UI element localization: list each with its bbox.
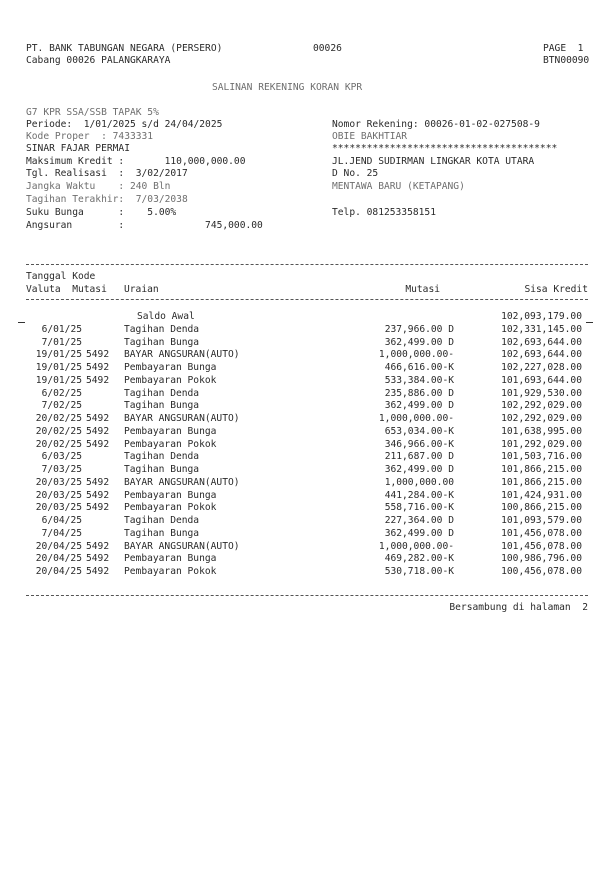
cell-description: Pembayaran Bunga xyxy=(124,489,217,501)
cell-date: 20/03/25 xyxy=(35,476,82,488)
cell-amount: 533,384.00-K xyxy=(384,374,454,386)
cell-code: 5492 xyxy=(86,476,110,488)
table-row xyxy=(0,349,596,362)
table-row xyxy=(0,515,596,528)
cell-amount: 441,284.00-K xyxy=(384,489,454,501)
cell-balance: 101,693,644.00 xyxy=(501,374,582,386)
cell-code: 5492 xyxy=(86,540,110,552)
cell-balance: 101,292,029.00 xyxy=(501,438,582,450)
phone-number: Telp. 081253358151 xyxy=(332,207,436,218)
cell-date: 19/01/25 xyxy=(35,362,82,373)
cell-date: 20/04/25 xyxy=(35,566,82,577)
cell-description: BAYAR ANGSURAN(AUTO) xyxy=(124,540,240,552)
cell-code: 5492 xyxy=(86,502,110,514)
address-line-2: D No. 25 xyxy=(332,168,379,179)
cell-code: 5492 xyxy=(86,553,110,565)
table-row xyxy=(0,413,596,426)
cell-description: BAYAR ANGSURAN(AUTO) xyxy=(124,413,240,424)
cell-amount: 211,687.00 D xyxy=(384,451,454,463)
cell-balance: 102,292,029.00 xyxy=(501,400,582,412)
cell-code: 5492 xyxy=(86,362,110,373)
table-row xyxy=(0,375,596,388)
bank-name: PT. BANK TABUNGAN NEGARA (PERSERO) xyxy=(26,43,223,54)
account-number: Nomor Rekening: 00026-01-02-027508-9 xyxy=(332,119,540,130)
cell-amount: 346,966.00-K xyxy=(384,438,454,450)
cell-code: 5492 xyxy=(86,566,110,577)
cell-balance: 100,866,215.00 xyxy=(501,502,582,514)
cell-description: Pembayaran Bunga xyxy=(124,362,217,373)
cell-code: 5492 xyxy=(86,349,110,361)
cell-date: 20/02/25 xyxy=(35,425,82,437)
cell-description: Tagihan Denda xyxy=(124,323,200,335)
cell-balance: 101,866,215.00 xyxy=(501,464,582,475)
cell-amount: 1,000,000.00- xyxy=(378,540,454,552)
divider-top xyxy=(26,264,588,265)
table-row xyxy=(0,451,596,464)
cell-balance: 100,986,796.00 xyxy=(501,553,582,565)
property-code: Kode Proper : 7433331 xyxy=(26,131,154,142)
table-row xyxy=(0,439,596,452)
table-row xyxy=(0,362,596,375)
cell-balance: 102,331,145.00 xyxy=(501,323,582,335)
cell-description: Pembayaran Pokok xyxy=(124,566,217,577)
table-row xyxy=(0,566,596,579)
cell-amount: 466,616.00-K xyxy=(384,362,454,373)
cell-code: 5492 xyxy=(86,438,110,450)
last-billing: Tagihan Terakhir: 7/03/2038 xyxy=(26,194,188,205)
realization-date: Tgl. Realisasi : 3/02/2017 xyxy=(26,168,188,179)
cell-description: BAYAR ANGSURAN(AUTO) xyxy=(124,476,240,488)
cell-date: 20/02/25 xyxy=(35,413,82,424)
cell-description: Pembayaran Pokok xyxy=(124,438,217,450)
cell-date: 20/04/25 xyxy=(35,553,82,565)
cell-amount: 469,282.00-K xyxy=(384,553,454,565)
cell-description: Saldo Awal xyxy=(137,311,195,322)
cell-date: 6/01/25 xyxy=(41,323,82,335)
column-header-description: Uraian xyxy=(124,284,159,295)
cell-balance: 102,292,029.00 xyxy=(501,413,582,424)
period: Periode: 1/01/2025 s/d 24/04/2025 xyxy=(26,119,223,130)
table-row xyxy=(0,464,596,477)
address-line-1: JL.JEND SUDIRMAN LINGKAR KOTA UTARA xyxy=(332,156,535,167)
cell-code: 5492 xyxy=(86,374,110,386)
table-row xyxy=(0,502,596,515)
cell-amount: 558,716.00-K xyxy=(384,502,454,514)
page-number: PAGE 1 xyxy=(543,43,584,54)
document-code: BTN00090 xyxy=(543,55,590,66)
cell-amount: 1,000,000.00 xyxy=(384,476,454,488)
cell-date: 7/01/25 xyxy=(41,336,82,348)
cell-balance: 102,693,644.00 xyxy=(501,336,582,348)
table-row xyxy=(0,324,596,337)
customer-name: OBIE BAKHTIAR xyxy=(332,131,408,142)
table-row xyxy=(0,541,596,554)
table-row xyxy=(0,337,596,350)
interest-rate: Suku Bunga : 5.00% xyxy=(26,207,177,218)
column-header-valuta-mutasi: Valuta Mutasi xyxy=(26,284,107,295)
cell-date: 6/02/25 xyxy=(41,387,82,399)
cell-date: 6/03/25 xyxy=(41,451,82,463)
cell-description: Tagihan Denda xyxy=(124,451,200,463)
cell-balance: 101,503,716.00 xyxy=(501,451,582,463)
cell-date: 20/02/25 xyxy=(35,438,82,450)
cell-date: 19/01/25 xyxy=(35,374,82,386)
column-header-balance: Sisa Kredit xyxy=(524,284,588,295)
cell-balance: 101,638,995.00 xyxy=(501,425,582,437)
table-row xyxy=(0,553,596,566)
column-header-amount: Mutasi xyxy=(405,284,440,295)
cell-amount: 530,718.00-K xyxy=(384,566,454,577)
cell-code: 5492 xyxy=(86,489,110,501)
table-row xyxy=(0,311,596,324)
housing-name: SINAR FAJAR PERMAI xyxy=(26,143,130,154)
address-line-3: MENTAWA BARU (KETAPANG) xyxy=(332,181,465,192)
installment: Angsuran : 745,000.00 xyxy=(26,220,263,231)
cell-balance: 102,693,644.00 xyxy=(501,349,582,361)
cell-code: 5492 xyxy=(86,413,110,424)
table-row xyxy=(0,528,596,541)
table-row xyxy=(0,400,596,413)
cell-date: 7/03/25 xyxy=(41,464,82,475)
cell-balance: 100,456,078.00 xyxy=(501,566,582,577)
cell-description: Tagihan Bunga xyxy=(124,527,200,539)
branch-name: Cabang 00026 PALANGKARAYA xyxy=(26,55,171,66)
cell-description: Tagihan Bunga xyxy=(124,400,200,412)
cell-amount: 362,499.00 D xyxy=(384,527,454,539)
cell-balance: 101,866,215.00 xyxy=(501,476,582,488)
max-credit: Maksimum Kredit : 110,000,000.00 xyxy=(26,156,246,167)
cell-description: Tagihan Denda xyxy=(124,387,200,399)
cell-date: 6/04/25 xyxy=(41,515,82,526)
cell-amount: 362,499.00 D xyxy=(384,400,454,412)
cell-amount: 362,499.00 D xyxy=(384,336,454,348)
cell-balance: 102,093,179.00 xyxy=(501,311,582,322)
page-title: SALINAN REKENING KORAN KPR xyxy=(212,82,363,93)
cell-amount: 1,000,000.00- xyxy=(378,349,454,361)
branch-code: 00026 xyxy=(313,43,342,54)
cell-amount: 653,034.00-K xyxy=(384,425,454,437)
continued-note: Bersambung di halaman 2 xyxy=(449,602,588,613)
loan-term: Jangka Waktu : 240 Bln xyxy=(26,181,171,192)
cell-description: Pembayaran Pokok xyxy=(124,502,217,514)
cell-amount: 227,364.00 D xyxy=(384,515,454,526)
cell-amount: 362,499.00 D xyxy=(384,464,454,475)
cell-description: Pembayaran Bunga xyxy=(124,553,217,565)
cell-balance: 102,227,028.00 xyxy=(501,362,582,373)
cell-date: 7/02/25 xyxy=(41,400,82,412)
cell-balance: 101,456,078.00 xyxy=(501,527,582,539)
cell-code: 5492 xyxy=(86,425,110,437)
table-row xyxy=(0,388,596,401)
cell-balance: 101,929,530.00 xyxy=(501,387,582,399)
cell-description: Tagihan Denda xyxy=(124,515,200,526)
cell-date: 19/01/25 xyxy=(35,349,82,361)
divider-bottom xyxy=(26,595,588,596)
cell-balance: 101,424,931.00 xyxy=(501,489,582,501)
table-row xyxy=(0,490,596,503)
divider-header xyxy=(26,299,588,300)
cell-amount: 235,886.00 D xyxy=(384,387,454,399)
cell-amount: 1,000,000.00- xyxy=(378,413,454,424)
cell-description: BAYAR ANGSURAN(AUTO) xyxy=(124,349,240,361)
cell-date: 20/03/25 xyxy=(35,489,82,501)
column-header-date-code: Tanggal Kode xyxy=(26,271,96,282)
table-row xyxy=(0,477,596,490)
separator-stars: *************************************** xyxy=(332,143,558,154)
product-name: G7 KPR SSA/SSB TAPAK 5% xyxy=(26,107,159,118)
cell-balance: 101,456,078.00 xyxy=(501,540,582,552)
cell-date: 20/04/25 xyxy=(35,540,82,552)
cell-balance: 101,093,579.00 xyxy=(501,515,582,526)
cell-date: 7/04/25 xyxy=(41,527,82,539)
cell-description: Tagihan Bunga xyxy=(124,464,200,475)
cell-description: Pembayaran Bunga xyxy=(124,425,217,437)
cell-description: Tagihan Bunga xyxy=(124,336,200,348)
cell-date: 20/03/25 xyxy=(35,502,82,514)
cell-description: Pembayaran Pokok xyxy=(124,374,217,386)
cell-amount: 237,966.00 D xyxy=(384,323,454,335)
table-row xyxy=(0,426,596,439)
